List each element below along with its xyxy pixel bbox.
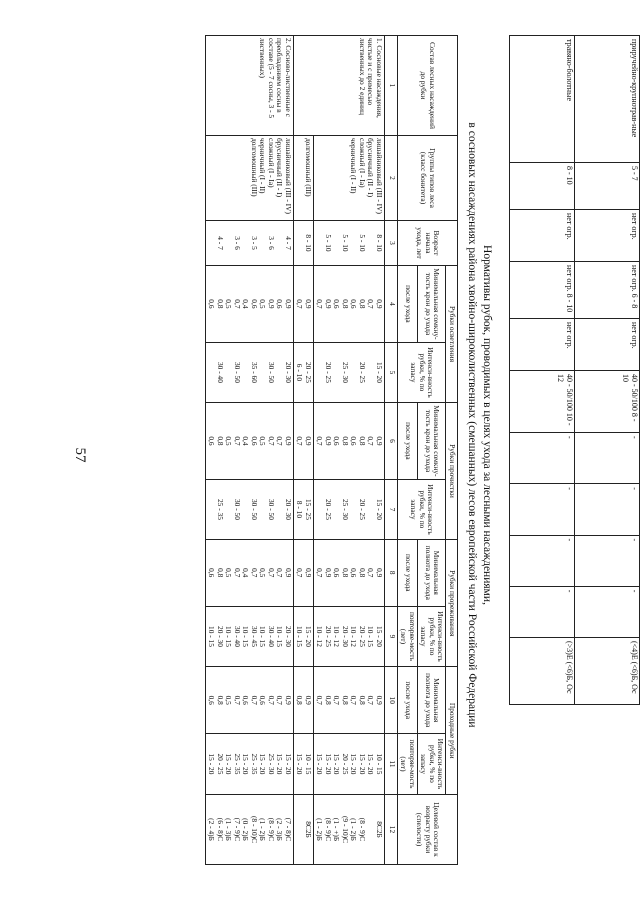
- table-title: [464, 35, 494, 815]
- header-row: Минимальная сомкну-тость крон до ухода Интенси-вность рубки, % по запасу Минимальная сомкну-тость крон до ухода Интенси-вность рубки, % по запасу Минимальная полнота до ухода Интенси-вность рубки, % по запасу Минимальная полнота до ухода Интенси-вность рубки, % по запасу: [417, 36, 446, 865]
- table-row: травяно-болотные 8 - 10 нет огр. нет огр. 8 - 10 нет огр. 40 - 50/100 10 - 12 - - - - (>3)Е (<6)Б, Ос: [510, 36, 575, 705]
- header-cleaning: Рубки прочистки: [446, 403, 458, 540]
- header-thinning: Рубки прореживания: [446, 540, 458, 667]
- header-lighting: Рубки осветления: [446, 266, 458, 403]
- table-row: долгомошный (III) 8 - 10 0,9 0,7 20 - 25 6 - 10 0,9 0,7 15 - 25 8 - 10 0,9 0,7 15 - 20 10 - 15 0,9 0,8 10 - 15 15 - 20 8С2Б: [293, 36, 313, 865]
- composition-cell: 1. Сосновые насаждения, чистые и с примесью лиственных до 2 единиц: [293, 36, 384, 136]
- header-target: Целевой состав к возрасту рубки (спелости): [397, 795, 457, 865]
- title-line-1: Нормативы рубок, проводимых в целях ухода за лесными насаждениями,: [481, 245, 493, 605]
- title-line-2: в сосновых насаждениях района хвойно-широколиственных (смешанных) лесов европейской части Российской Федерации: [466, 122, 478, 728]
- page-number: 57: [72, 447, 88, 463]
- table-row: 1. Сосновые насаждения, чистые и с примесью лиственных до 2 единиц лишайниковый (III - IV) брусничный (II - I) сложный (I - Ia) черничный (I - II) 8 - 10 5 - 10 5 - 10 5 - 10 0,9 0,7 0,8 0,6 0,8 0,6 0,9 0,7 15 - 20 20 - 25 25 - 30 20 - 25 0,9 0,7 0,8 0,6 0,8 0,6 0,9 0,7 15 - 20 20 - 25 25 - 30 20 - 25 0,9 0,7 0,8 0,6 0,8 0,6 0,9 0,7 15 - 20 10 - 15 20 - 25 10 - 12 20 - 30 10 - 12 20 - 25 10 - 12 0,9 0,7 0,8 0,7 0,8 0,7 0,8 0,7 10 - 15 15 - 20 15 - 20 15 - 20 20 - 25 15 - 20 15 - 20 15 - 20 8С2Б (8 - 9)С (1 - 2)Б (9 - 10)С (1 - +)Б (8 - 9)С (1 - 2)Б: [313, 36, 384, 865]
- table-row: приручейно-крупнотрав-ные 5 - 7 нет огр. нет огр. 6 - 8 нет огр. 40 - 50/100 8 - 10 - - - - (<4)Е (<6)Б, Ос: [575, 36, 640, 705]
- header-row: [446, 36, 458, 865]
- header-start-age: Возраст начала ухода, лет: [397, 221, 457, 266]
- header-composition: Состав лесных насаждений до рубки: [397, 36, 457, 136]
- header-forest-types: Группы типов леса (класс бонитета): [397, 136, 457, 221]
- header-row: после ухода после ухода после ухода повторяе-мость (лет) после ухода повторяе-мость (лет): [397, 36, 417, 865]
- column-number-row: 1 2 3 4 5 6 7 8 9 10 11 12: [384, 36, 397, 865]
- composition-cell: 2. Сосново-лиственные с преобладанием сосны в составе (5 - 7 сосны, 3 - 5 лиственных): [205, 36, 293, 136]
- standards-table: [205, 35, 458, 865]
- rotated-page-content: [70, 35, 640, 865]
- header-passage: Проходные рубки: [446, 667, 458, 795]
- table-row: 2. Сосново-лиственные с преобладанием сосны в составе (5 - 7 сосны, 3 - 5 лиственных) лишайниковый (III - IV) брусничный (II - I) сложный (I - Ia) черничный (I - II) долгомошный (III) 4 - 7 3 - 6 3 - 5 3 - 6 4 - 7 0,9 0,6 0,9 0,5 0,6 0,4 0,7 0,5 0,8 0,6 20 - 30 30 - 50 35 - 60 30 - 50 30 - 40 0,9 0,7 0,7 0,5 0,6 0,4 0,7 0,5 0,8 0,6 20 - 30 30 - 50 30 - 50 30 - 50 25 - 35 0,9 0,7 0,7 0,5 0,7 0,4 0,7 0,5 0,8 0,6 20 - 30 10 - 15 30 - 40 10 - 15 30 - 45 10 - 15 30 - 40 10 - 15 20 - 30 10 - 15 0,9 0,7 0,7 0,6 0,7 0,6 0,7 0,5 0,8 0,6 15 - 20 15 - 20 25 - 30 15 - 20 25 - 35 15 - 20 25 - 35 15 - 20 20 - 25 15 - 20 (7 - 8)С (2 - 3)Б (8 - 9)С (1 - 2)Б (8 - 10)С (0 - 2)Б (7 - 9)С (1 - 3)Б (6 - 8)С (2 - 4)Б: [205, 36, 293, 865]
- continuation-table: [509, 35, 640, 705]
